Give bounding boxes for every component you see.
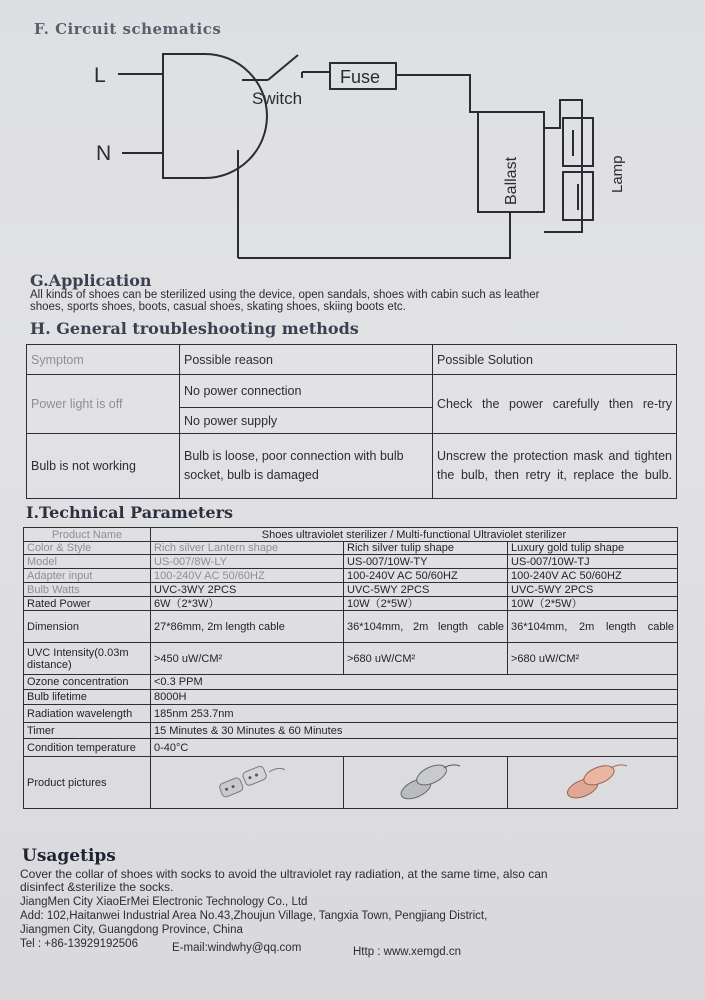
solution-cell: Unscrew the protection mask and tighten the bulb, then retry it, replace the bulb. bbox=[433, 434, 677, 499]
param-label: Rated Power bbox=[24, 597, 151, 611]
table-row bbox=[24, 723, 678, 739]
param-value: >680 uW/CM² bbox=[508, 643, 678, 675]
param-value: US-007/8W-LY bbox=[151, 555, 344, 569]
table-row bbox=[27, 434, 677, 499]
reason-header: Possible reason bbox=[180, 345, 433, 375]
gold-tulip-sterilizer-image bbox=[553, 760, 633, 802]
table-row bbox=[24, 705, 678, 723]
company-tel: Tel : +86-13929192506 bbox=[20, 938, 138, 950]
company-name: JiangMen City XiaoErMei Electronic Technology Co., Ltd bbox=[20, 896, 308, 908]
switch-body bbox=[163, 54, 267, 178]
circuit-diagram bbox=[0, 0, 705, 275]
table-row bbox=[24, 583, 678, 597]
company-website: Http : www.xemgd.cn bbox=[353, 946, 462, 958]
table-row bbox=[24, 739, 678, 757]
param-label: Timer bbox=[24, 723, 151, 739]
param-label: Color & Style bbox=[24, 542, 151, 555]
param-label: Radiation wavelength bbox=[24, 705, 151, 723]
lamp-label: Lamp bbox=[609, 155, 626, 193]
param-value: 15 Minutes & 30 Minutes & 60 Minutes bbox=[151, 723, 678, 739]
troubleshooting-table bbox=[26, 344, 677, 499]
circuit-heading: F. Circuit schematics bbox=[34, 20, 222, 38]
param-label: Bulb lifetime bbox=[24, 690, 151, 705]
param-value: 27*86mm, 2m length cable bbox=[151, 611, 344, 643]
product-name-value: Shoes ultraviolet sterilizer / Multi-functional Ultraviolet sterilizer bbox=[151, 528, 678, 542]
troubleshooting-header-row bbox=[27, 345, 677, 375]
table-row bbox=[27, 375, 677, 408]
silver-tulip-sterilizer-image bbox=[386, 760, 466, 802]
application-text-line-2: shoes, sports shoes, boots, casual shoes, skating shoes, skiing boots etc. bbox=[30, 301, 406, 313]
table-row bbox=[24, 597, 678, 611]
line-l-label: L bbox=[94, 64, 106, 87]
table-row bbox=[24, 542, 678, 555]
reason-cell: No power supply bbox=[180, 408, 433, 434]
param-value: 100-240V AC 50/60HZ bbox=[151, 569, 344, 583]
application-heading: G.Application bbox=[30, 271, 152, 290]
param-label: Adapter input bbox=[24, 569, 151, 583]
param-label: Bulb Watts bbox=[24, 583, 151, 597]
lamp-tube-2 bbox=[563, 118, 593, 166]
param-label: UVC Intensity(0.03m distance) bbox=[24, 643, 151, 675]
symptom-header: Symptom bbox=[27, 345, 180, 375]
usagetips-heading: Usagetips bbox=[22, 846, 116, 866]
table-row bbox=[24, 528, 678, 542]
product-name-label: Product Name bbox=[24, 528, 151, 542]
reason-cell: No power connection bbox=[180, 375, 433, 408]
param-value: 185nm 253.7nm bbox=[151, 705, 678, 723]
param-value: 6W（2*3W） bbox=[151, 597, 344, 611]
usagetips-line-1: Cover the collar of shoes with socks to avoid the ultraviolet ray radiation, at the same time, also can bbox=[20, 867, 548, 881]
param-value: 36*104mm, 2m length cable bbox=[344, 611, 508, 643]
param-value: Luxury gold tulip shape bbox=[508, 542, 678, 555]
product-picture-cell bbox=[344, 757, 508, 809]
switch-label: Switch bbox=[252, 89, 303, 108]
company-address-line-1: Add: 102,Haitanwei Industrial Area No.43,Zhoujun Village, Tangxia Town, Pengjiang District, bbox=[20, 910, 488, 922]
param-label: Model bbox=[24, 555, 151, 569]
company-email: E-mail:windwhy@qq.com bbox=[172, 942, 302, 954]
solution-header: Possible Solution bbox=[433, 345, 677, 375]
symptom-cell: Bulb is not working bbox=[27, 434, 180, 499]
param-label: Ozone concentration bbox=[24, 675, 151, 690]
param-value: 10W（2*5W） bbox=[344, 597, 508, 611]
reason-cell: Bulb is loose, poor connection with bulb socket, bulb is damaged bbox=[180, 434, 433, 499]
table-row bbox=[24, 611, 678, 643]
param-value: UVC-5WY 2PCS bbox=[508, 583, 678, 597]
param-value: >680 uW/CM² bbox=[344, 643, 508, 675]
param-label: Product pictures bbox=[24, 757, 151, 809]
param-value: <0.3 PPM bbox=[151, 675, 678, 690]
company-address-line-2: Jiangmen City, Guangdong Province, China bbox=[20, 924, 243, 936]
table-row bbox=[24, 675, 678, 690]
product-picture-cell bbox=[151, 757, 344, 809]
param-value: Rich silver Lantern shape bbox=[151, 542, 344, 555]
table-row bbox=[24, 757, 678, 809]
technical-table bbox=[23, 527, 678, 809]
param-label: Dimension bbox=[24, 611, 151, 643]
fuse-label: Fuse bbox=[340, 67, 381, 87]
param-value: US-007/10W-TY bbox=[344, 555, 508, 569]
param-value: 100-240V AC 50/60HZ bbox=[344, 569, 508, 583]
param-value: 36*104mm, 2m length cable bbox=[508, 611, 678, 643]
usagetips-line-2: disinfect &sterilize the socks. bbox=[20, 880, 174, 894]
param-value: 100-240V AC 50/60HZ bbox=[508, 569, 678, 583]
param-value: >450 uW/CM² bbox=[151, 643, 344, 675]
table-row bbox=[24, 690, 678, 705]
lantern-sterilizer-image bbox=[207, 760, 287, 802]
line-n-label: N bbox=[96, 142, 112, 165]
param-value: UVC-5WY 2PCS bbox=[344, 583, 508, 597]
table-row bbox=[24, 555, 678, 569]
table-row bbox=[24, 569, 678, 583]
table-row bbox=[24, 643, 678, 675]
param-label: Condition temperature bbox=[24, 739, 151, 757]
param-value: 8000H bbox=[151, 690, 678, 705]
product-picture-cell bbox=[508, 757, 678, 809]
application-text-line-1: All kinds of shoes can be sterilized using the device, open sandals, shoes with cabin such as leather bbox=[30, 289, 540, 301]
param-value: US-007/10W-TJ bbox=[508, 555, 678, 569]
param-value: UVC-3WY 2PCS bbox=[151, 583, 344, 597]
param-value: 0-40°C bbox=[151, 739, 678, 757]
symptom-cell: Power light is off bbox=[27, 375, 180, 434]
param-value: 10W（2*5W） bbox=[508, 597, 678, 611]
troubleshooting-heading: H. General troubleshooting methods bbox=[30, 319, 359, 338]
solution-cell: Check the power carefully then re-try bbox=[433, 375, 677, 434]
technical-heading: I.Technical Parameters bbox=[26, 503, 234, 522]
param-value: Rich silver tulip shape bbox=[344, 542, 508, 555]
ballast-label: Ballast bbox=[503, 156, 520, 205]
